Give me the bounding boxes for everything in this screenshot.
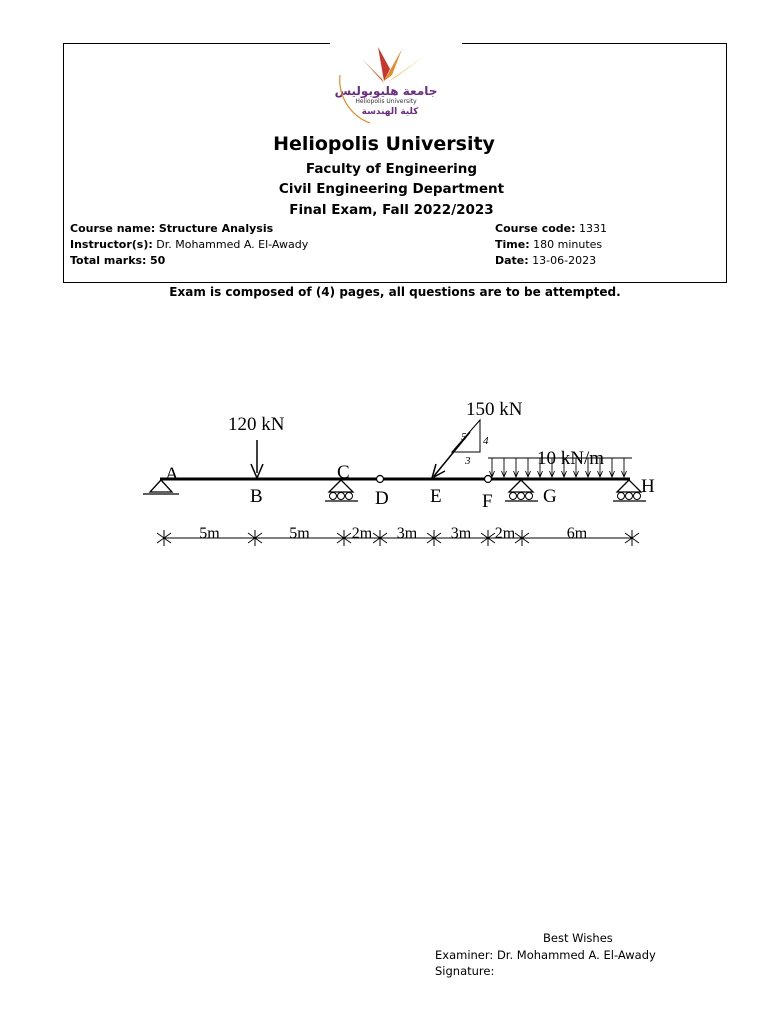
- course-name-value: Structure Analysis: [158, 222, 274, 235]
- point-b-label: B: [250, 486, 263, 507]
- logo-arabic-name: جامعة هليوبوليس: [334, 84, 438, 98]
- instructor-label: Instructor(s):: [70, 238, 153, 251]
- total-marks-row: [70, 254, 165, 267]
- span-label: 3m: [450, 525, 472, 542]
- point-c-label: C: [337, 462, 350, 483]
- course-code-row: [495, 222, 607, 235]
- examiner-label: Examiner:: [435, 948, 494, 962]
- point-a-label: A: [165, 464, 179, 485]
- point-f-label: F: [482, 491, 493, 512]
- faculty-title: Faculty of Engineering: [305, 161, 478, 177]
- examiner-row: [435, 948, 656, 962]
- instructor-value: Dr. Mohammed A. El-Awady: [156, 238, 309, 251]
- point-load-1-label: 120 kN: [228, 414, 285, 435]
- hinge-f: [485, 476, 492, 483]
- date-value: 13-06-2023: [532, 254, 597, 267]
- point-h-label: H: [641, 476, 655, 497]
- roller-support-c: [325, 480, 358, 501]
- university-title: Heliopolis University: [273, 133, 495, 155]
- time-label: Time:: [495, 238, 530, 251]
- slope-rise: 4: [483, 435, 489, 447]
- date-label: Date:: [495, 254, 529, 267]
- exam-note: Exam is composed of (4) pages, all questions are to be attempted.: [169, 285, 621, 299]
- roller-support-g: [505, 480, 538, 501]
- span-label: 6m: [566, 525, 588, 542]
- span-label: 5m: [289, 525, 310, 542]
- department-title: Civil Engineering Department: [278, 181, 505, 197]
- hinge-d: [377, 476, 384, 483]
- span-label: 2m: [494, 525, 516, 542]
- span-label: 5m: [199, 525, 220, 542]
- logo-english-name: Heliopolis University: [355, 98, 417, 105]
- university-logo: [330, 45, 440, 125]
- beam-figure: [0, 390, 768, 560]
- time-row: [495, 238, 602, 251]
- instructor-row: [70, 238, 308, 251]
- span-label: 3m: [396, 525, 418, 542]
- signature-label: Signature:: [435, 964, 495, 978]
- exam-title: Final Exam, Fall 2022/2023: [289, 202, 494, 218]
- point-d-label: D: [375, 488, 389, 509]
- point-e-label: E: [430, 486, 442, 507]
- date-row: [495, 254, 596, 267]
- course-name-row: [70, 222, 273, 235]
- time-value: 180 minutes: [533, 238, 603, 251]
- course-name-label: Course name:: [70, 222, 156, 235]
- course-code-label: Course code:: [495, 222, 576, 235]
- examiner-value: Dr. Mohammed A. El-Awady: [496, 948, 656, 962]
- course-code-value: 1331: [579, 222, 608, 235]
- logo-arabic-faculty: كلية الهندسة: [361, 107, 419, 117]
- span-label: 2m: [351, 525, 373, 542]
- best-wishes: Best Wishes: [543, 931, 613, 945]
- point-g-label: G: [543, 486, 557, 507]
- total-marks-value: 50: [149, 254, 166, 267]
- total-marks-label: Total marks:: [70, 254, 147, 267]
- point-load-2-label: 150 kN: [466, 399, 523, 420]
- udl-label: 10 kN/m: [537, 448, 605, 469]
- slope-run: 3: [465, 455, 471, 467]
- slope-hyp: 5: [461, 431, 467, 443]
